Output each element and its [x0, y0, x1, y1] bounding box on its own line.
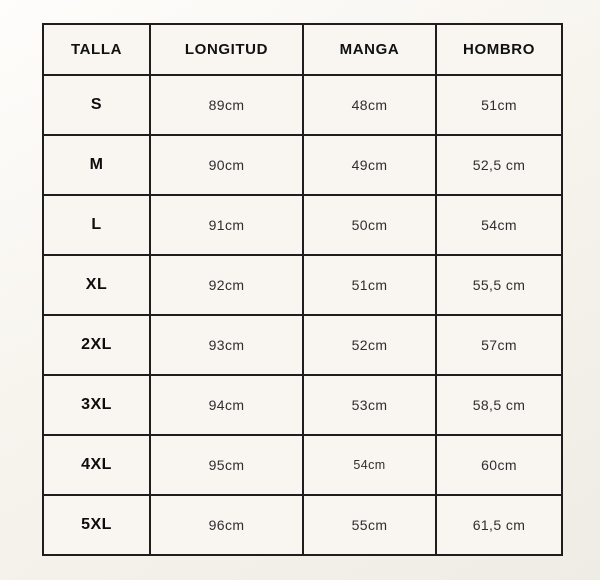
header-longitud: LONGITUD: [150, 24, 303, 75]
table-row-4xl: [43, 435, 562, 495]
longitud-cell: 92cm: [150, 255, 303, 315]
table-row-5xl: [43, 495, 562, 555]
longitud-cell: 93cm: [150, 315, 303, 375]
table-row-3xl: [43, 375, 562, 435]
size-cell: 3XL: [43, 375, 150, 435]
manga-cell: 53cm: [303, 375, 436, 435]
manga-cell: 55cm: [303, 495, 436, 555]
manga-cell: 50cm: [303, 195, 436, 255]
longitud-cell: 89cm: [150, 75, 303, 135]
size-cell: M: [43, 135, 150, 195]
manga-cell: 54cm: [303, 435, 436, 495]
size-cell: L: [43, 195, 150, 255]
table-row-l: [43, 195, 562, 255]
longitud-cell: 96cm: [150, 495, 303, 555]
hombro-cell: 58,5 cm: [436, 375, 562, 435]
table-row-m: [43, 135, 562, 195]
table-row-xl: [43, 255, 562, 315]
hombro-cell: 57cm: [436, 315, 562, 375]
longitud-cell: 90cm: [150, 135, 303, 195]
hombro-cell: 54cm: [436, 195, 562, 255]
header-manga: MANGA: [303, 24, 436, 75]
table-row-2xl: [43, 315, 562, 375]
manga-cell: 48cm: [303, 75, 436, 135]
size-cell: S: [43, 75, 150, 135]
longitud-cell: 94cm: [150, 375, 303, 435]
size-chart-table: [42, 23, 563, 556]
size-cell: 5XL: [43, 495, 150, 555]
header-hombro: HOMBRO: [436, 24, 562, 75]
size-cell: XL: [43, 255, 150, 315]
size-cell: 2XL: [43, 315, 150, 375]
longitud-cell: 95cm: [150, 435, 303, 495]
hombro-cell: 51cm: [436, 75, 562, 135]
hombro-cell: 60cm: [436, 435, 562, 495]
manga-cell: 49cm: [303, 135, 436, 195]
manga-cell: 51cm: [303, 255, 436, 315]
hombro-cell: 61,5 cm: [436, 495, 562, 555]
hombro-cell: 55,5 cm: [436, 255, 562, 315]
size-cell: 4XL: [43, 435, 150, 495]
table-row-s: [43, 75, 562, 135]
longitud-cell: 91cm: [150, 195, 303, 255]
hombro-cell: 52,5 cm: [436, 135, 562, 195]
manga-cell: 52cm: [303, 315, 436, 375]
header-row: [43, 24, 562, 75]
header-talla: TALLA: [43, 24, 150, 75]
